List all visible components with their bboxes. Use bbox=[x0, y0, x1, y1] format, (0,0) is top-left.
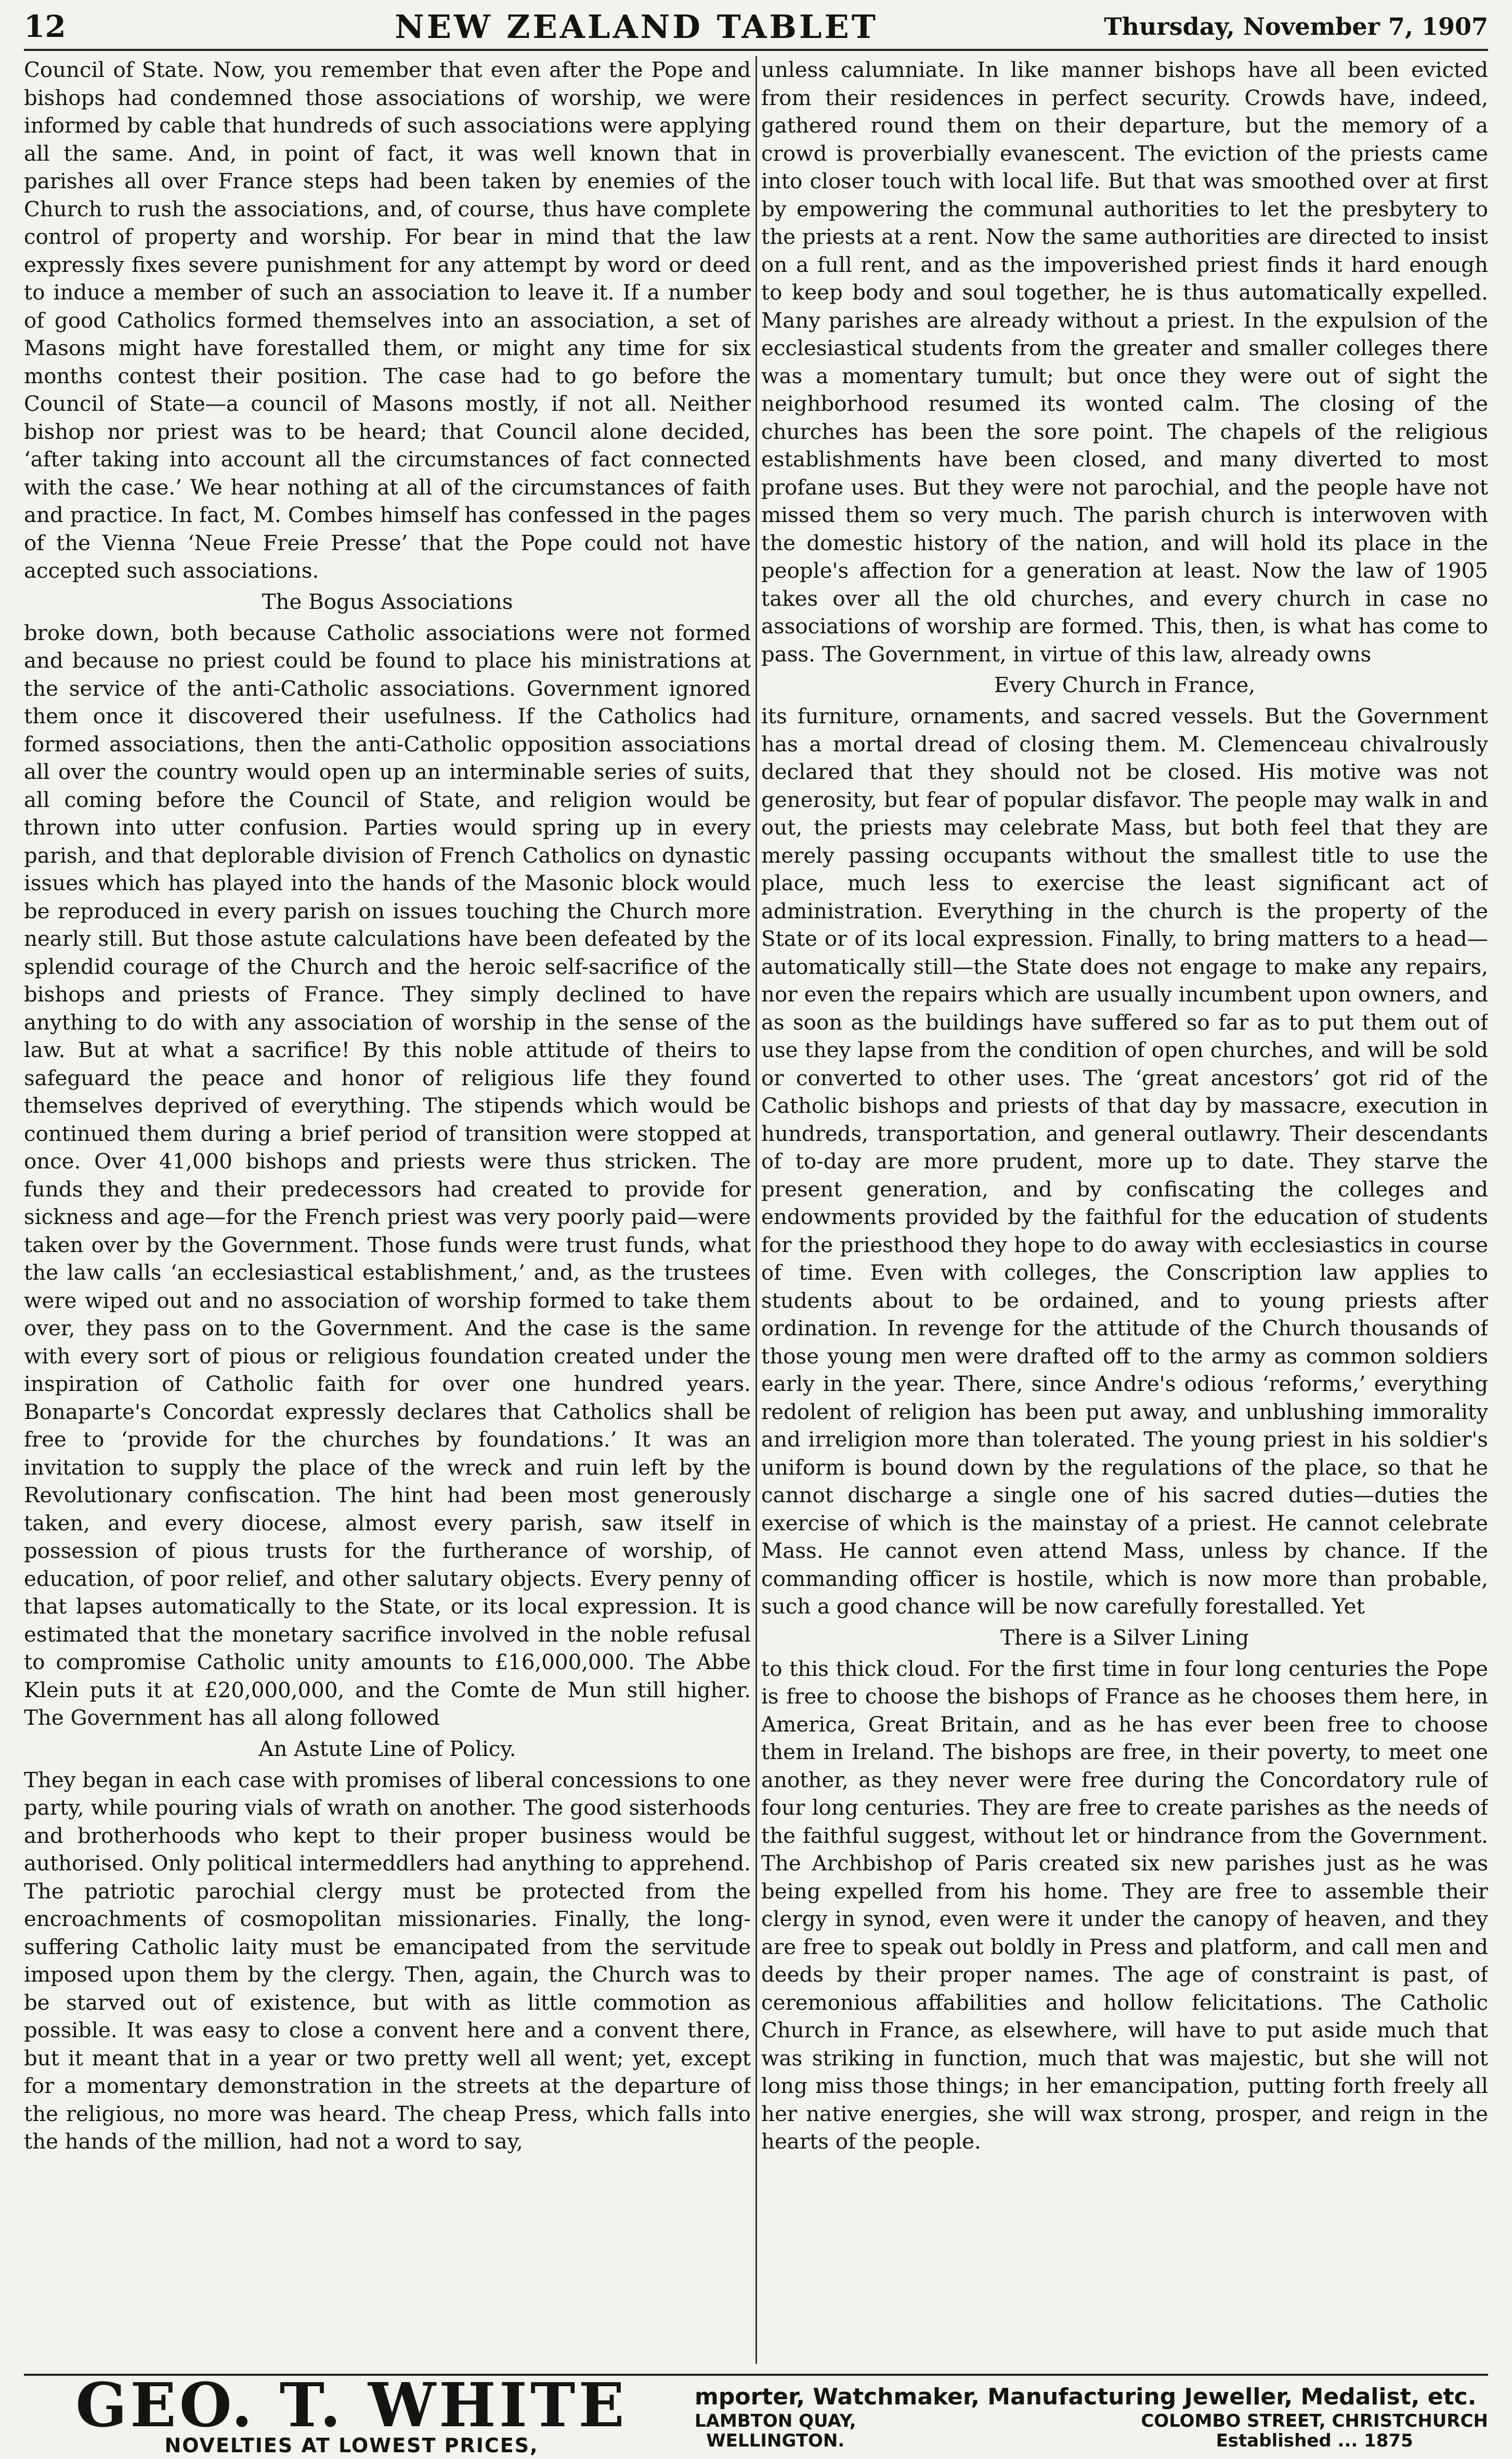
article-paragraph: Council of State. Now, you remember that even after the Pope and bishops had condemned those associations of worship, we were informed by cable that hundreds of such associations were applying all the same. And, in point of fact, it was well known that in parishes all over France steps had been taken by enemies of the Church to rush the associations, and, of course, thus have complete control of property and worship. For bear in mind that the law expressly fixes severe punishment for any attempt by word or deed to induce a member of such an association to leave it. If a number of good Catholics formed themselves into an association, a set of Masons might have forestalled them, or might any time for six months contest their position. The case had to go before the Council of State—a council of Masons mostly, if not all. Neither bishop nor priest was to be heard; that Council alone decided, ‘after taking into account all the circumstances of fact connected with the case.’ We hear nothing at all of the circumstances of faith and practice. In fact, M. Combes himself has confessed in the pages of the Vienna ‘Neue Freie Presse’ that the Pope could not have accepted such associations. bbox=[24, 58, 751, 583]
right-column bbox=[761, 56, 1488, 2364]
newspaper-title: NEW ZEALAND TABLET bbox=[395, 7, 878, 46]
article-paragraph: broke down, both because Catholic associations were not formed and because no priest could be found to place his ministrations at the service of the anti-Catholic associations. Government ignored them once it discovered their usefulness. If the Catholics had formed associations, then the anti-Catholic opposition associations all over the country would open up an interminable series of suits, all coming before the Council of State, and religion would be thrown into utter confusion. Parties would spring up in every parish, and that deplorable division of French Catholics on dynastic issues which has played into the hands of the Masonic block would be reproduced in every parish on issues touching the Church more nearly still. But those astute calculations have been defeated by the splendid courage of the Church and the heroic self-sacrifice of the bishops and priests of France. They simply declined to have anything to do with any association of worship in the sense of the law. But at what a sacrifice! By this noble attitude of theirs to safeguard the peace and honor of religious life they found themselves deprived of everything. The stipends which would be continued them during a brief period of transition were stopped at once. Over 41,000 bishops and priests were thus stricken. The funds they and their predecessors had created to provide for sickness and age—for the French priest was very poorly paid—were taken over by the Government. Those funds were trust funds, what the law calls ‘an ecclesiastical establishment,’ and, as the trustees were wiped out and no association of worship formed to take them over, they pass on to the Government. And the case is the same with every sort of pious or religious foundation created under the inspiration of Catholic faith for over one hundred years. Bonaparte's Concordat expressly declares that Catholics shall be free to ‘provide for the churches by foundations.’ It was an invitation to supply the place of the wreck and ruin left by the Revolutionary confiscation. The hint had been most generously taken, and every diocese, almost every parish, saw itself in possession of pious trusts for the furtherance of worship, of education, of poor relief, and other salutary objects. Every penny of that lapses automatically to the State, or its local expression. It is estimated that the monetary sacrifice involved in the noble refusal to compromise Catholic unity amounts to £16,000,000. The Abbe Klein puts it at £20,000,000, and the Comte de Mun still higher. The Government has all along followed bbox=[24, 620, 751, 1730]
advertisement bbox=[24, 2370, 1488, 2459]
advertiser-trade: mporter, Watchmaker, Manufacturing Jeweller, Medalist, etc. bbox=[695, 2384, 1477, 2410]
section-heading: The Bogus Associations bbox=[262, 589, 513, 614]
address-line: COLOMBO STREET, CHRISTCHURCH bbox=[1141, 2411, 1488, 2431]
article-paragraph: to this thick cloud. For the first time in four long centuries the Pope is free to choose the bishops of France as he chooses them here, in America, Great Britain, and as he has ever been free to choose them in Ireland. The bishops are free, in their poverty, to meet one another, as they never were free during the Concordatory rule of four long centuries. They are free to create parishes as the needs of the faithful suggest, without let or hindrance from the Government. The Archbishop of Paris created six new parishes just as he was being expelled from his home. They are free to assemble their clergy in synod, even were it under the canopy of heaven, and they are free to speak out boldly in Press and platform, and call men and deeds by their proper names. The age of constraint is past, of ceremonious affabilities and hollow felicitations. The Catholic Church in France, as elsewhere, will have to put aside much that was striking in function, much that was majestic, but she will not long miss those things; in her emancipation, putting forth freely all her native energies, she will wax strong, prosper, and reign in the hearts of the people. bbox=[761, 1656, 1488, 2154]
article-paragraph: They began in each case with promises of liberal concessions to one party, while pouring vials of wrath on another. The good sisterhoods and brotherhoods who kept to their proper business would be authorised. Only political intermeddlers had anything to apprehend. The patriotic parochial clergy must be protected from the encroachments of cosmopolitan missionaries. Finally, the long-suffering Catholic laity must be emancipated from the servitude imposed upon them by the clergy. Then, again, the Church was to be starved out of existence, but with as little commotion as possible. It was easy to close a convent here and a convent there, but it meant that in a year or two pretty well all went; yet, except for a momentary demonstration in the streets at the departure of the religious, no more was heard. The cheap Press, which falls into the hands of the million, had not a word to say, bbox=[24, 1767, 751, 2154]
christchurch-address bbox=[1141, 2411, 1488, 2451]
wellington-address bbox=[695, 2411, 856, 2451]
address-line: WELLINGTON. bbox=[706, 2430, 845, 2451]
advertiser-brand bbox=[24, 2370, 679, 2459]
page-number: 12 bbox=[24, 9, 66, 44]
article-columns bbox=[24, 56, 1488, 2364]
section-heading: There is a Silver Lining bbox=[1000, 1625, 1249, 1650]
advertiser-details bbox=[679, 2376, 1488, 2459]
left-column bbox=[24, 56, 751, 2364]
article-paragraph: unless calumniate. In like manner bishops have all been evicted from their residences in perfect security. Crowds have, indeed, gathered round them on their departure, but the memory of a crowd is proverbially evanescent. The eviction of the priests came into closer touch with local life. But that was smoothed over at first by empowering the communal authorities to let the presbytery to the priests at a rent. Now the same authorities are directed to insist on a full rent, and as the impoverished priest finds it hard enough to keep body and soul together, he is thus automatically expelled. Many parishes are already without a priest. In the expulsion of the ecclesiastical students from the greater and smaller colleges there was a momentary tumult; but once they were out of sight the neighborhood resumed its wonted calm. The closing of the churches has been the sore point. The chapels of the religious establishments have been closed, and many diverted to most profane uses. But they were not parochial, and the people have not missed them so very much. The parish church is interwoven with the domestic history of the nation, and will hold its place in the people's affection for a generation at least. Now the law of 1905 takes over all the old churches, and every church in case no associations of worship are formed. This, then, is what has come to pass. The Government, in virtue of this law, already owns bbox=[761, 58, 1488, 667]
address-line: Established ... 1875 bbox=[1216, 2430, 1413, 2451]
section-heading: An Astute Line of Policy. bbox=[258, 1736, 516, 1761]
article-paragraph: its furniture, ornaments, and sacred vessels. But the Government has a mortal dread of closing them. M. Clemenceau chivalrously declared that they should not be closed. His motive was not generosity, but fear of popular disfavor. The people may walk in and out, the priests may celebrate Mass, but both feel that they are merely passing occupants without the smallest title to use the place, much less to exercise the least significant act of administration. Everything in the church is the property of the State or of its local expression. Finally, to bring matters to a head—automatically still—the State does not engage to make any repairs, nor even the repairs which are usually incumbent upon owners, and as soon as the buildings have suffered so far as to put them out of use they lapse from the condition of open churches, and will be sold or converted to other uses. The ‘great ancestors’ got rid of the Catholic bishops and priests of that day by massacre, execution in hundreds, transportation, and general outlawry. Their descendants of to-day are more prudent, more up to date. They starve the present generation, and by confiscating the colleges and endowments provided by the faithful for the education of students for the priesthood they hope to do away with ecclesiastics in course of time. Even with colleges, the Conscription law applies to students about to be ordained, and to young priests after ordination. In revenge for the attitude of the Church thousands of those young men were drafted off to the army as common soldiers early in the year. There, since Andre's odious ‘reforms,’ everything redolent of religion has been put away, and unblushing immorality and irreligion more than tolerated. The young priest in his soldier's uniform is bound down by the regulations of the place, so that he cannot discharge a single one of his sacred duties—duties the exercise of which is the mainstay of a priest. He cannot celebrate Mass. He cannot even attend Mass, unless by chance. If the commanding officer is hostile, which is now more than probable, such a good chance will be now carefully forestalled. Yet bbox=[761, 704, 1488, 1619]
advertiser-tagline: NOVELTIES AT LOWEST PRICES, bbox=[164, 2434, 539, 2457]
advertiser-addresses bbox=[695, 2411, 1488, 2451]
issue-date: Thursday, November 7, 1907 bbox=[1104, 12, 1488, 41]
column-rule bbox=[755, 56, 757, 2364]
section-heading: Every Church in France, bbox=[994, 673, 1256, 697]
masthead bbox=[24, 4, 1488, 51]
address-line: LAMBTON QUAY, bbox=[695, 2411, 856, 2431]
advertiser-name: GEO. T. WHITE bbox=[75, 2370, 628, 2441]
